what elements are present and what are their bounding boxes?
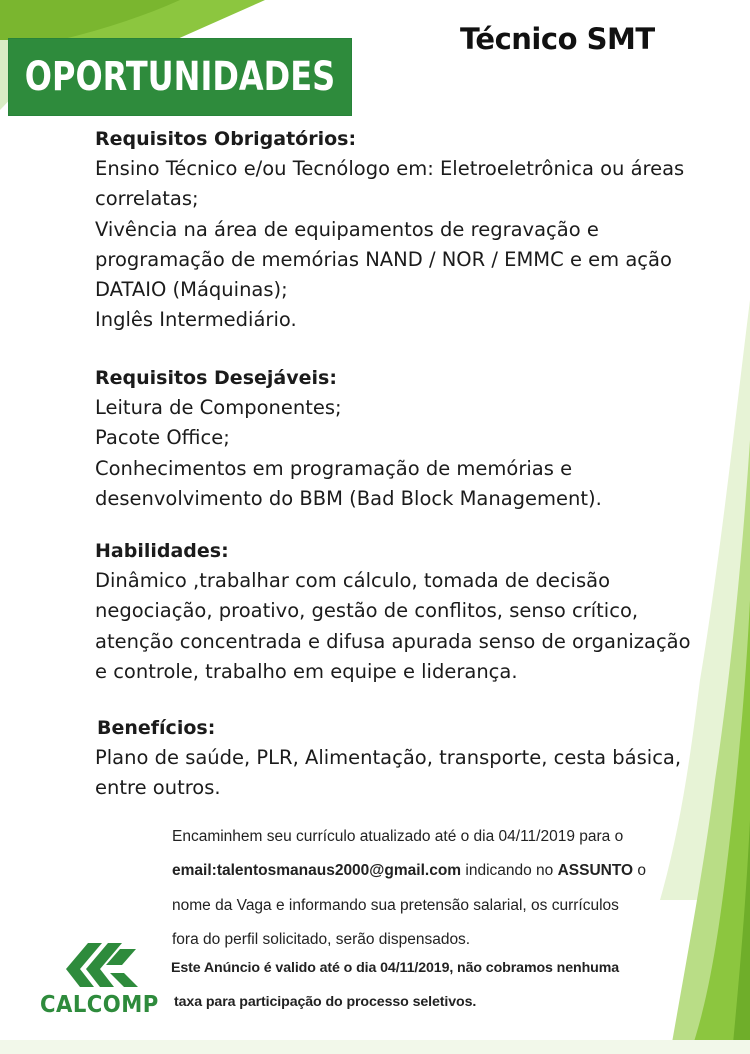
section-line: Dinâmico ,trabalhar com cálculo, tomada de decisão xyxy=(95,569,611,593)
notice-line: Encaminhem seu currículo atualizado até o dia 04/11/2019 para o xyxy=(172,828,624,845)
validity-notice xyxy=(171,951,620,1020)
opportunities-banner xyxy=(8,38,352,116)
job-title: Técnico SMT xyxy=(460,22,655,56)
notice-line xyxy=(172,854,646,888)
section-heading: Requisitos Obrigatórios: xyxy=(95,128,357,150)
validity-line: taxa para participação do processo seletivos. xyxy=(174,994,477,1011)
validity-line: Este Anúncio é valido até o dia 04/11/2019, não cobramos nenhuma xyxy=(171,960,620,976)
section-line: atenção concentrada e difusa apurada senso de organização xyxy=(95,629,691,653)
section-heading: Requisitos Desejáveis: xyxy=(95,367,337,389)
section-line: entre outros. xyxy=(95,776,221,800)
notice-line: fora do perfil solicitado, serão dispensados. xyxy=(172,931,471,949)
section-heading: Benefícios: xyxy=(97,717,216,739)
section-benefits xyxy=(97,713,681,804)
section-line: desenvolvimento do BBM (Bad Block Management). xyxy=(95,486,602,510)
notice-line: nome da Vaga e informando sua pretensão salarial, os currículos xyxy=(172,896,619,914)
notice-text: indicando no xyxy=(461,862,558,880)
application-instructions xyxy=(172,820,646,958)
section-line: Inglês Intermediário. xyxy=(95,308,297,332)
email-address[interactable]: talentosmanaus2000@gmail.com xyxy=(216,862,462,880)
section-desirable xyxy=(95,363,602,514)
section-required xyxy=(95,124,684,335)
section-line: correlatas; xyxy=(95,187,199,211)
section-line: Leitura de Componentes; xyxy=(95,396,342,420)
section-line: DATAIO (Máquinas); xyxy=(95,278,288,302)
email-label: email: xyxy=(172,862,217,880)
section-line: Ensino Técnico e/ou Tecnólogo em: Eletroeletrônica ou áreas xyxy=(95,157,685,181)
banner-title: OPORTUNIDADES xyxy=(24,54,336,100)
section-line: negociação, proativo, gestão de conflitos, senso crítico, xyxy=(95,599,639,623)
section-skills xyxy=(95,536,691,687)
section-line: Vivência na área de equipamentos de regravação e xyxy=(95,217,599,241)
subject-word: ASSUNTO xyxy=(557,862,634,880)
section-line: Pacote Office; xyxy=(95,426,230,450)
section-line: programação de memórias NAND / NOR / EMMC e em ação xyxy=(95,247,672,271)
notice-text: o xyxy=(633,862,647,880)
section-line: Plano de saúde, PLR, Alimentação, transporte, cesta básica, xyxy=(95,746,682,770)
calcomp-logo-text: CALCOMP xyxy=(40,992,159,1018)
section-line: e controle, trabalho em equipe e liderança. xyxy=(95,659,518,683)
section-line: Conhecimentos em programação de memórias e xyxy=(95,456,573,480)
section-heading: Habilidades: xyxy=(95,540,229,562)
